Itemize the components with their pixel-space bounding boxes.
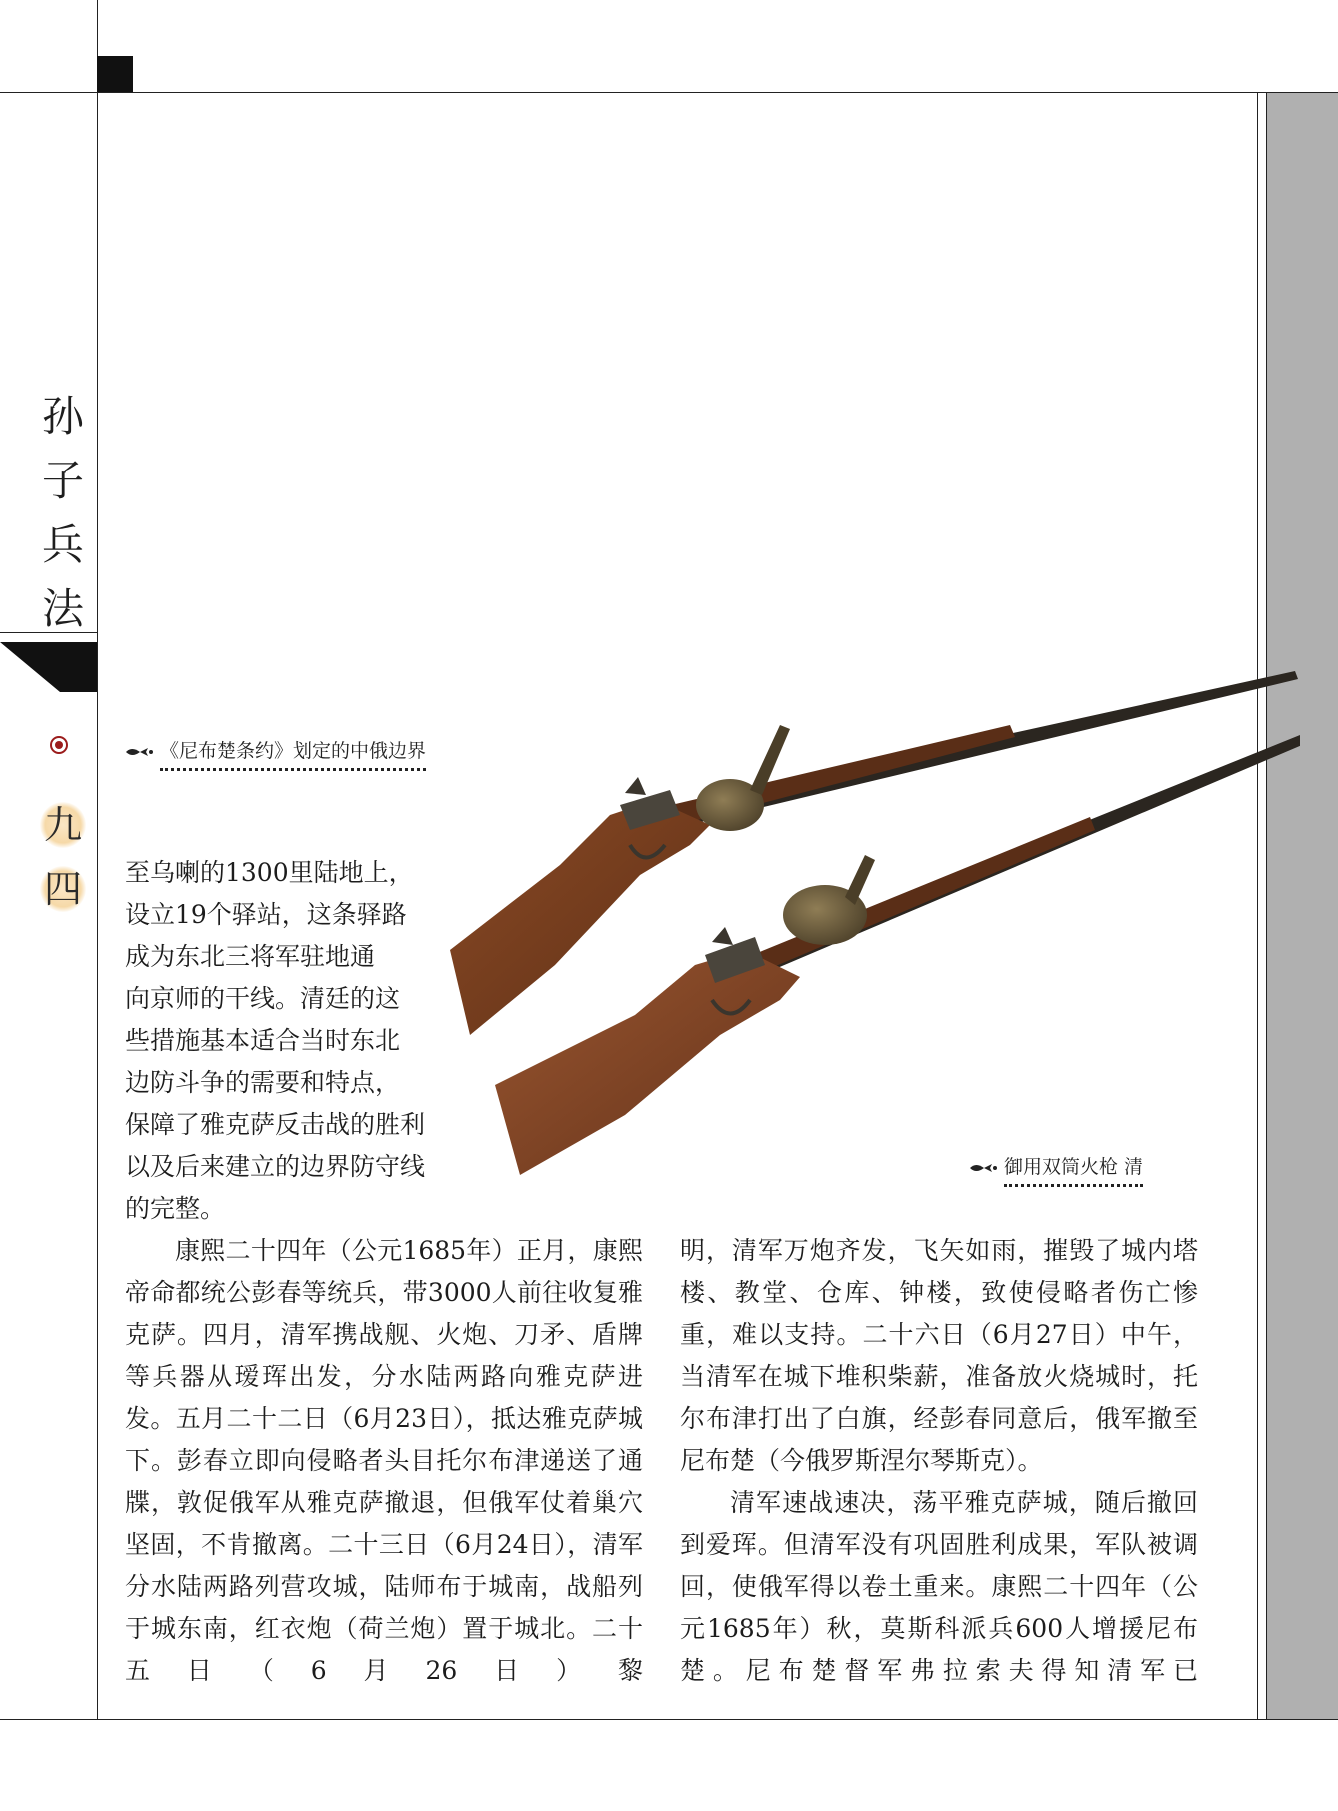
gun-caption-text: 御用双筒火枪 清 xyxy=(1004,1156,1143,1187)
flintlock-muskets-photo xyxy=(450,665,1300,1185)
right-column xyxy=(680,1230,1198,1692)
red-circle-icon xyxy=(50,736,68,754)
page-number-digit: 四 xyxy=(40,866,86,912)
paragraph: 明，清军万炮齐发，飞矢如雨，摧毁了城内塔楼、教堂、仓库、钟楼，致使侵略者伤亡惨重，难以支持。二十六日（6月27日）中午，当清军在城下堆积柴薪，准备放火烧城时，托尔布津打出了白旗，经彭春同意后，俄军撤至尼布楚（今俄罗斯涅尔琴斯克）。 xyxy=(680,1236,1198,1475)
title-wedge-decoration xyxy=(0,634,97,694)
text-line: 些措施基本适合当时东北 xyxy=(125,1026,401,1055)
bottom-horizontal-rule xyxy=(0,1719,1338,1720)
book-title-char: 法 xyxy=(41,584,84,633)
top-horizontal-rule xyxy=(0,92,1338,93)
text-line: 向京师的干线。清廷的这 xyxy=(125,984,401,1013)
book-title xyxy=(38,385,88,641)
text-line: 边防斗争的需要和特点， xyxy=(125,1068,401,1097)
gun-caption xyxy=(968,1152,1143,1179)
text-line: 以及后来建立的边界防守线 xyxy=(125,1152,426,1181)
paragraph: 康熙二十四年（公元1685年）正月，康熙帝命都统公彭春等统兵，带3000人前往收复雅克萨。四月，清军携战舰、火炮、刀矛、盾牌等兵器从瑷珲出发，分水陆两路向雅克萨进发。五月二十二日（6月23日），抵达雅克萨城下。彭春立即向侵略者头目托尔布津递送了通牒，敦促俄军从雅克萨撤退，但俄军仗着巢穴坚固，不肯撤离。二十三日（6月24日），清军分水陆两路列营攻城，陆师布于城南，战船列于城东南，红衣炮（荷兰炮）置于城北。二十五日（6月26日）黎 xyxy=(125,1236,643,1685)
left-vertical-rule xyxy=(97,0,98,1719)
text-line: 成为东北三将军驻地通 xyxy=(125,942,376,971)
text-line: 至乌喇的1300里陆地上， xyxy=(125,858,414,887)
text-line: 设立19个驿站，这条驿路 xyxy=(125,900,407,929)
book-title-char: 兵 xyxy=(41,520,84,569)
fish-bullet-icon xyxy=(968,1162,998,1174)
narrow-text-block xyxy=(125,852,465,1230)
corner-block xyxy=(97,56,133,92)
left-column xyxy=(125,1230,643,1692)
map-caption-text: 《尼布楚条约》划定的中俄边界 xyxy=(160,740,426,771)
paragraph: 清军速战速决，荡平雅克萨城，随后撤回到爱珲。但清军没有巩固胜利成果，军队被调回，使俄军得以卷土重来。康熙二十四年（公元1685年）秋，莫斯科派兵600人增援尼布楚。尼布楚督军弗拉索夫得知清军已 xyxy=(680,1488,1198,1685)
fish-bullet-icon xyxy=(124,746,154,758)
book-title-char: 孙 xyxy=(41,392,84,441)
book-title-char: 子 xyxy=(41,456,84,505)
page-number-digit: 九 xyxy=(40,802,86,848)
text-line: 的完整。 xyxy=(125,1194,226,1223)
map-caption xyxy=(124,736,426,763)
text-line: 保障了雅克萨反击战的胜利 xyxy=(125,1110,426,1139)
